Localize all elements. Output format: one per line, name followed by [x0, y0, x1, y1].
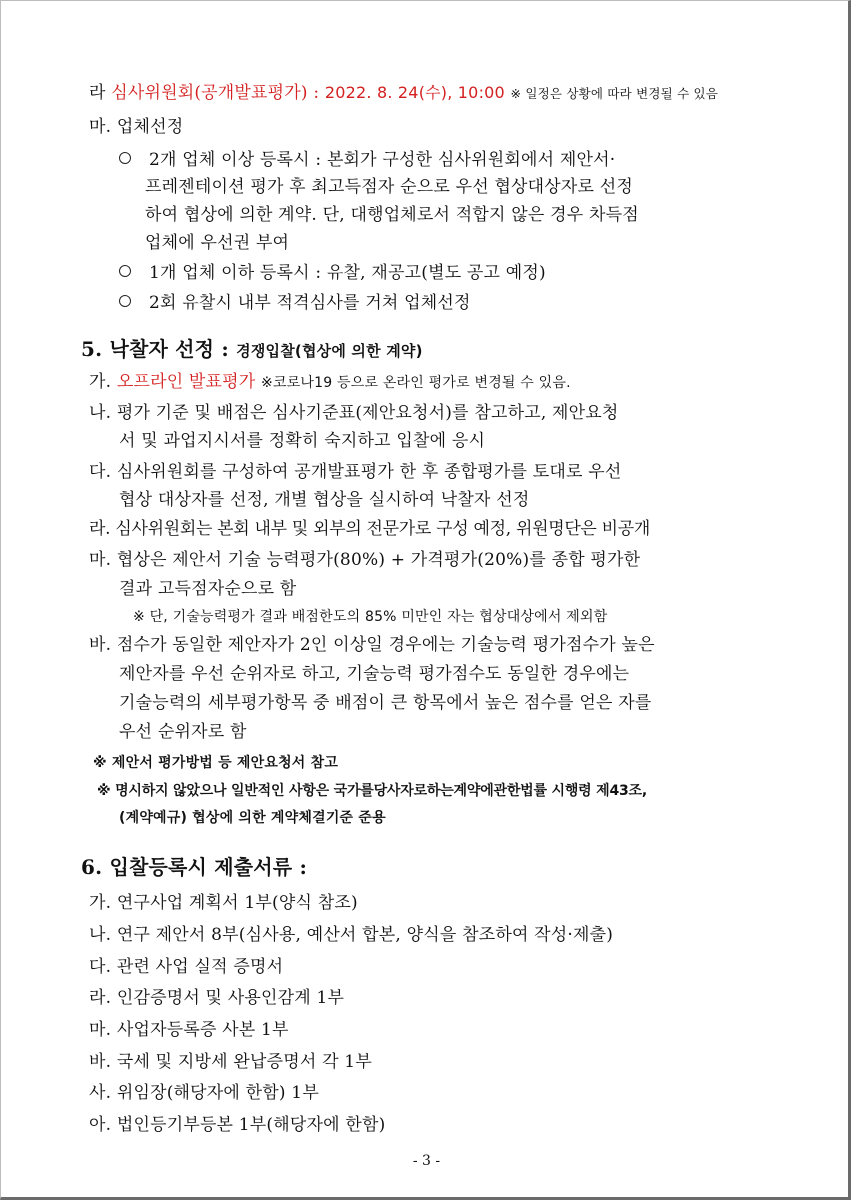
document-item: 아. 법인등기부등본 1부(해당자에 한함) — [89, 1115, 386, 1135]
offline-eval-line: 가. 오프라인 발표평가 ※코로나19 등으로 온라인 평가로 변경될 수 있음. — [89, 372, 571, 392]
document-item: 사. 위임장(해당자에 한함) 1부 — [89, 1083, 319, 1103]
list-item: 마. 협상은 제안서 기술 능력평가(80%) + 가격평가(20%)를 종합 평가한 — [89, 550, 641, 570]
circle-bullet-icon — [119, 152, 131, 164]
item-prefix: 라 — [89, 83, 106, 103]
circle-bullet-icon — [119, 265, 131, 277]
schedule-note: ※ 일정은 상황에 따라 변경될 수 있음 — [510, 86, 719, 101]
list-item-continuation: 기술능력의 세부평가항목 중 배점이 큰 항목에서 높은 점수를 얻은 자를 — [119, 693, 652, 713]
list-item: 나. 평가 기준 및 배점은 심사기준표(제안요청서)를 참고하고, 제안요청 — [89, 403, 619, 423]
list-item-continuation: 협상 대상자를 선정, 개별 협상을 실시하여 낙찰자 선정 — [119, 490, 530, 510]
list-item-continuation: 서 및 과업지시서를 정확히 숙지하고 입찰에 응시 — [119, 431, 486, 451]
page-number: - 3 - — [412, 1153, 441, 1169]
reference-note: ※ 제안서 평가방법 등 제안요청서 참고 — [93, 755, 339, 771]
schedule-line — [89, 81, 718, 106]
bullet-continuation: 업체에 우선권 부여 — [145, 233, 290, 253]
list-item-continuation: 결과 고득점자순으로 함 — [119, 579, 297, 599]
committee-date: 2022. 8. 24(수), 10:00 — [324, 83, 505, 102]
law-note: ※ 명시하지 않았으나 일반적인 사항은 국가를당사자로하는계약에관한법률 시행령 제43조, — [97, 783, 647, 799]
document-item: 라. 인감증명서 및 사용인감계 1부 — [89, 988, 345, 1008]
section-5-subtitle: 경쟁입찰(협상에 의한 계약) — [236, 342, 423, 360]
bullet-item: 2회 유찰시 내부 적격심사를 거쳐 업체선정 — [119, 291, 471, 315]
list-item-continuation: 우선 순위자로 함 — [119, 722, 247, 742]
list-item: 바. 점수가 동일한 제안자가 2인 이상일 경우에는 기술능력 평가점수가 높은 — [89, 635, 655, 655]
committee-label: 심사위원회(공개발표평가) : — [111, 83, 320, 103]
list-item-continuation: 제안자를 우선 순위자로 하고, 기술능력 평가점수도 동일한 경우에는 — [119, 664, 630, 684]
law-note-continuation: (계약예규) 협상에 의한 계약체결기준 준용 — [119, 810, 386, 826]
document-item: 다. 관련 사업 실적 증명서 — [89, 957, 284, 977]
online-change-note: ※코로나19 등으로 온라인 평가로 변경될 수 있음. — [261, 375, 571, 391]
document-item: 가. 연구사업 계획서 1부(양식 참조) — [89, 893, 358, 913]
document-item: 나. 연구 제안서 8부(심사용, 예산서 합본, 양식을 참조하여 작성·제출) — [89, 925, 614, 945]
bullet-item: 2개 업체 이상 등록시 : 본회가 구성한 심사위원회에서 제안서· — [119, 148, 615, 172]
exclusion-note: ※ 단, 기술능력평가 결과 배점한도의 85% 미만인 자는 협상대상에서 제외함 — [133, 609, 608, 625]
bullet-item: 1개 업체 이하 등록시 : 유찰, 재공고(별도 공고 예정) — [119, 261, 546, 285]
section-5-heading — [81, 335, 423, 365]
selection-heading: 마. 업체선정 — [89, 117, 184, 137]
offline-eval-label: 오프라인 발표평가 — [116, 372, 256, 392]
section-5-title: 5. 낙찰자 선정 : — [81, 337, 229, 361]
circle-bullet-icon — [119, 295, 131, 307]
section-6-heading: 6. 입찰등록시 제출서류 : — [81, 855, 308, 879]
bullet-continuation: 하여 협상에 의한 계약. 단, 대행업체로서 적합지 않은 경우 차득점 — [145, 205, 639, 225]
bullet-continuation: 프레젠테이션 평가 후 최고득점자 순으로 우선 협상대상자로 선정 — [145, 177, 634, 197]
list-item: 다. 심사위원회를 구성하여 공개발표평가 한 후 종합평가를 토대로 우선 — [89, 462, 622, 482]
document-item: 바. 국세 및 지방세 완납증명서 각 1부 — [89, 1052, 372, 1072]
list-item: 라. 심사위원회는 본회 내부 및 외부의 전문가로 구성 예정, 위원명단은 비공개 — [89, 519, 651, 539]
document-item: 마. 사업자등록증 사본 1부 — [89, 1020, 289, 1040]
